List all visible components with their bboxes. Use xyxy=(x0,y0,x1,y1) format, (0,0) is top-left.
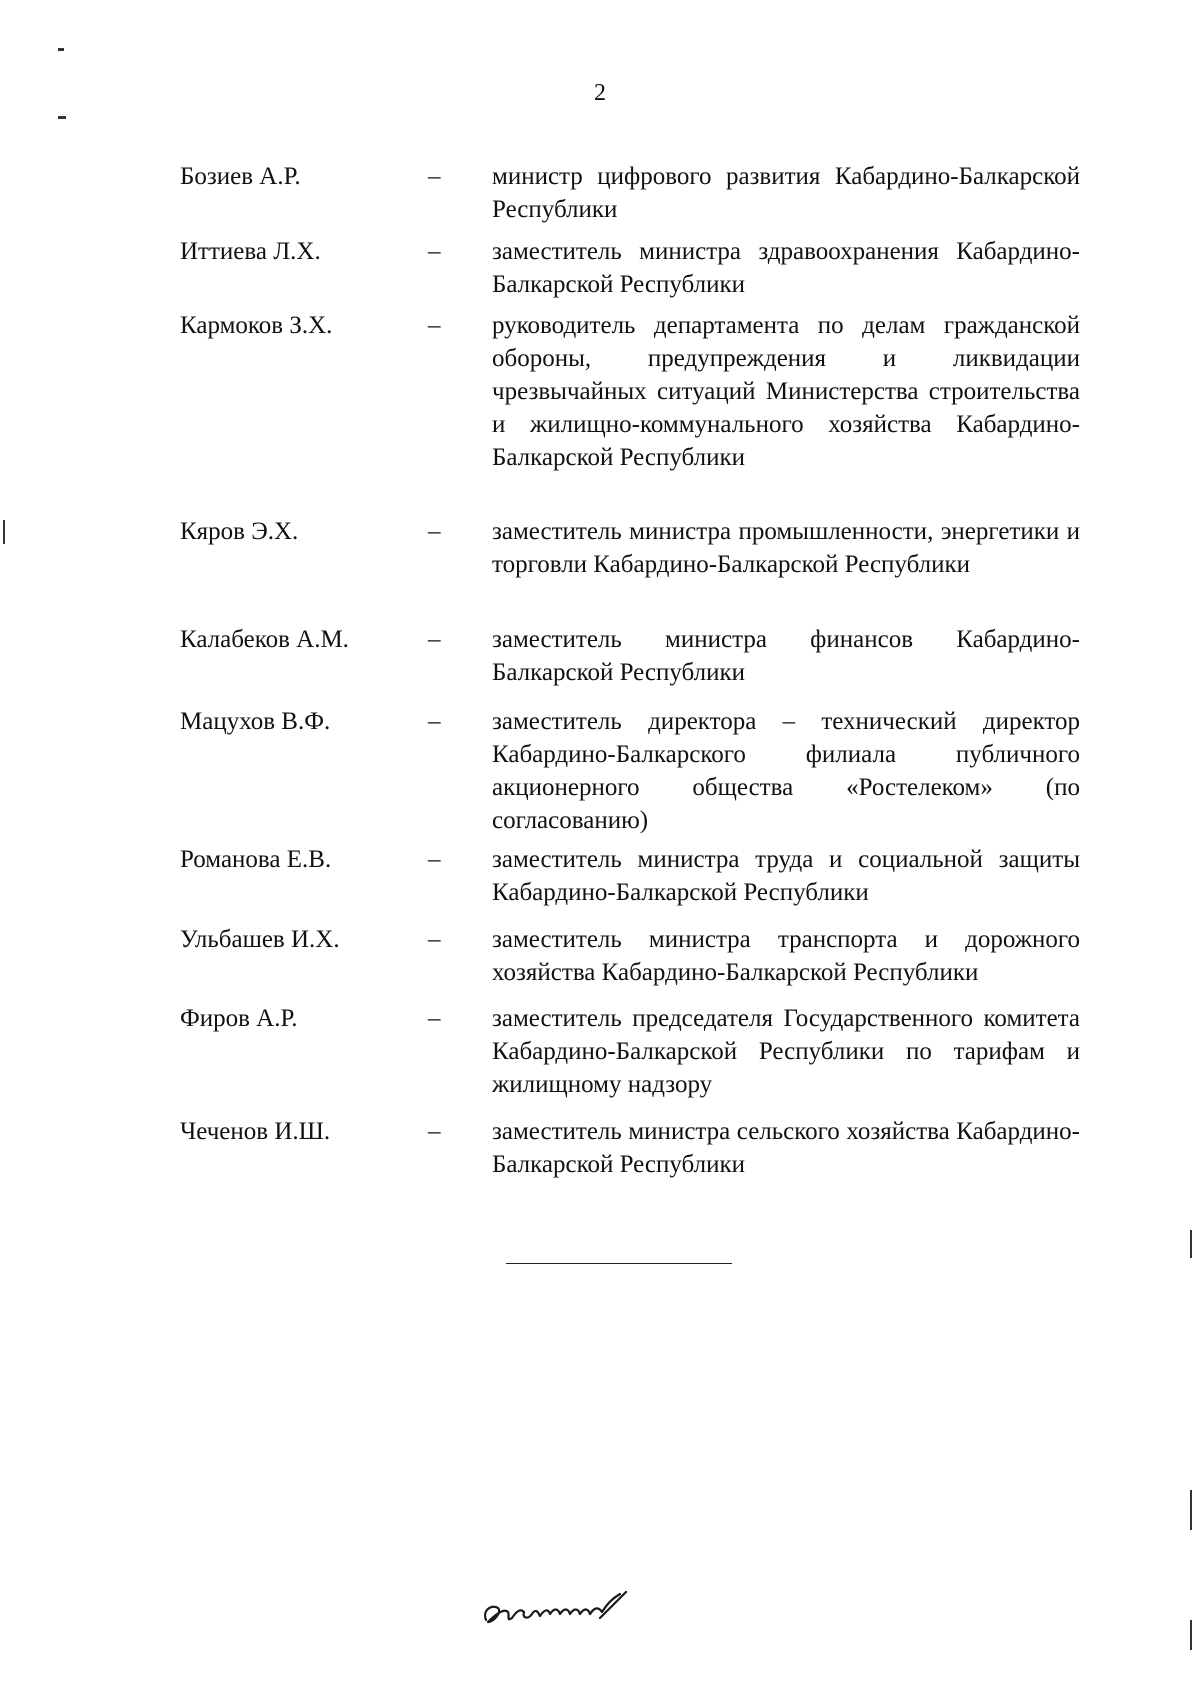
member-role: руководитель департамента по делам гражданской обороны, предупреждения и ликвидации чрезвычайных ситуаций Министерства строительства и жилищно-коммунального хозяйства Кабардино-Балкарской Республики xyxy=(492,312,1080,471)
member-name: Мацухов В.Ф. xyxy=(180,708,331,735)
page-number: 2 xyxy=(594,80,606,106)
member-name: Бозиев А.Р. xyxy=(180,163,301,190)
member-dash: – xyxy=(428,1005,441,1032)
member-dash: – xyxy=(428,926,441,953)
member-name: Иттиева Л.Х. xyxy=(180,238,321,265)
member-dash: – xyxy=(428,846,441,873)
member-row xyxy=(180,705,1080,843)
signature-initials xyxy=(480,1578,650,1638)
member-role: заместитель председателя Государственного комитета Кабардино-Балкарской Республики по тарифам и жилищному надзору xyxy=(492,1005,1080,1098)
member-dash: – xyxy=(428,626,441,653)
scan-speck xyxy=(1190,1620,1192,1650)
member-dash: – xyxy=(428,238,441,265)
member-name: Калабеков А.М. xyxy=(180,626,349,653)
member-dash: – xyxy=(428,518,441,545)
member-row xyxy=(180,623,1080,705)
member-dash: – xyxy=(428,708,441,735)
scan-speck xyxy=(1190,1230,1192,1258)
member-name: Кяров Э.Х. xyxy=(180,518,299,545)
member-row xyxy=(180,515,1080,623)
member-row xyxy=(180,160,1080,235)
member-dash: – xyxy=(428,312,441,339)
scan-speck xyxy=(3,520,5,544)
member-row xyxy=(180,923,1080,1002)
member-role: заместитель министра финансов Кабардино-Балкарской Республики xyxy=(492,626,1080,686)
member-role: заместитель министра здравоохранения Кабардино-Балкарской Республики xyxy=(492,238,1080,298)
scan-speck xyxy=(58,116,66,119)
member-role: министр цифрового развития Кабардино-Балкарской Республики xyxy=(492,163,1080,223)
member-name: Фиров А.Р. xyxy=(180,1005,298,1032)
member-role: заместитель министра промышленности, энергетики и торговли Кабардино-Балкарской Республики xyxy=(492,518,1080,578)
member-row xyxy=(180,1002,1080,1115)
member-role: заместитель директора – технический директор Кабардино-Балкарского филиала публичного акционерного общества «Ростелеком» (по согласованию) xyxy=(492,708,1080,834)
member-row xyxy=(180,235,1080,309)
member-dash: – xyxy=(428,1118,441,1145)
member-role: заместитель министра сельского хозяйства Кабардино-Балкарской Республики xyxy=(492,1118,1080,1178)
scan-speck xyxy=(58,48,64,51)
member-dash: – xyxy=(428,163,441,190)
member-row xyxy=(180,309,1080,515)
scan-speck xyxy=(1190,1490,1192,1530)
member-name: Ульбашев И.Х. xyxy=(180,926,340,953)
member-name: Чеченов И.Ш. xyxy=(180,1118,331,1145)
end-of-list-separator xyxy=(506,1263,732,1264)
member-row xyxy=(180,1115,1080,1185)
member-row xyxy=(180,843,1080,923)
member-name: Кармоков З.Х. xyxy=(180,312,333,339)
commission-members-list xyxy=(180,160,1080,1185)
member-name: Романова Е.В. xyxy=(180,846,332,873)
member-role: заместитель министра транспорта и дорожного хозяйства Кабардино-Балкарской Республики xyxy=(492,926,1080,986)
member-role: заместитель министра труда и социальной защиты Кабардино-Балкарской Республики xyxy=(492,846,1080,906)
